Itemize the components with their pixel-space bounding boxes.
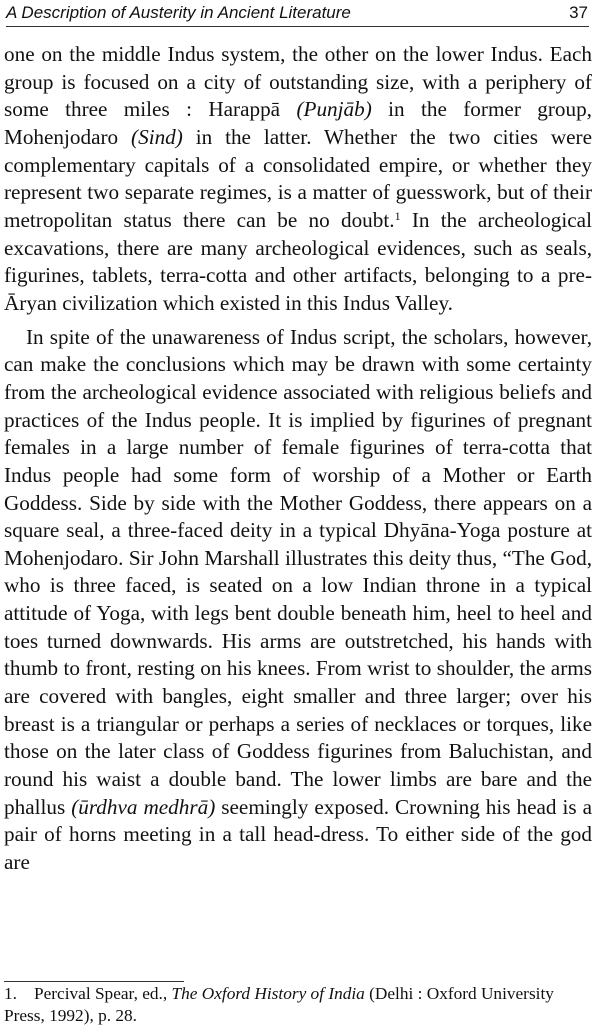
text-run: seemingly exposed. Crowning his head is a pair of horns meeting in a tall head-dress. To either side of the god are bbox=[4, 794, 592, 875]
running-head bbox=[0, 0, 600, 28]
page-number: 37 bbox=[569, 3, 588, 22]
italic-text: (ūrdhva medhrā) bbox=[71, 794, 216, 819]
paragraph-2 bbox=[4, 324, 592, 877]
footnote-text bbox=[4, 984, 554, 1025]
text-run: (Delhi : Oxford University Press, 1992), p. 28. bbox=[4, 984, 554, 1025]
text-run: In the archeological excavations, there are many archeological evidences, such as seals, figurines, tablets, terra-cotta and other artifacts, belonging to a pre-Āryan civilization which existed in this Indus Valley. bbox=[4, 207, 592, 315]
running-head-title: A Description of Austerity in Ancient Literature bbox=[6, 3, 351, 22]
italic-text: (Punjāb) bbox=[296, 97, 372, 122]
paragraph-1 bbox=[4, 41, 592, 318]
text-run: in the latter. Whether the two cities were complementary capitals of a consolidated empire, or whether they represent two separate regimes, is a matter of guesswork, but of their metropolitan status there can be no doubt. bbox=[4, 124, 592, 232]
body-text bbox=[4, 41, 592, 877]
text-run: In spite of the unawareness of Indus script, the scholars, however, can make the conclusions which may be drawn with some certainty from the archeological evidence associated with religious beliefs and practices of the Indus people. It is implied by figurines of pregnant females in a large number of female figurines of terra-cotta that Indus people had some form of worship of a Mother or Earth Goddess. Side by side with the Mother Goddess, there appears on a square seal, a three-faced deity in a typical Dhyāna-Yoga posture at Mohenjodaro. Sir John Marshall illustrates this deity thus, “The God, who is three faced, is seated on a low Indian throne in a typical attitude of Yoga, with legs bent double beneath him, heel to heel and toes turned downwards. His arms are outstretched, his hands with thumb to front, resting on his knees. From wrist to shoulder, the arms are covered with bangles, eight smaller and three larger; over his breast is a triangular or perhaps a series of necklaces or torques, like those on the later class of Goddess figurines from Baluchistan, and round his waist a double band. The lower limbs are bare and the phallus bbox=[4, 324, 592, 819]
footnote-number: 1. bbox=[4, 984, 17, 1003]
footnote-rule bbox=[4, 981, 184, 982]
text-run: Percival Spear, ed., bbox=[34, 984, 172, 1003]
text-run: one on the middle Indus system, the other on the lower Indus. Each group is focused on a city of outstanding size, with a periphery of some three miles : Harappā bbox=[4, 42, 592, 122]
footnote bbox=[4, 983, 592, 1027]
footnote-ref: 1 bbox=[394, 208, 401, 223]
text-run: in the former group, Mohenjodaro bbox=[4, 97, 592, 149]
italic-text: (Sind) bbox=[131, 124, 183, 149]
header-rule bbox=[6, 26, 589, 27]
italic-text: The Oxford History of India bbox=[171, 984, 365, 1003]
